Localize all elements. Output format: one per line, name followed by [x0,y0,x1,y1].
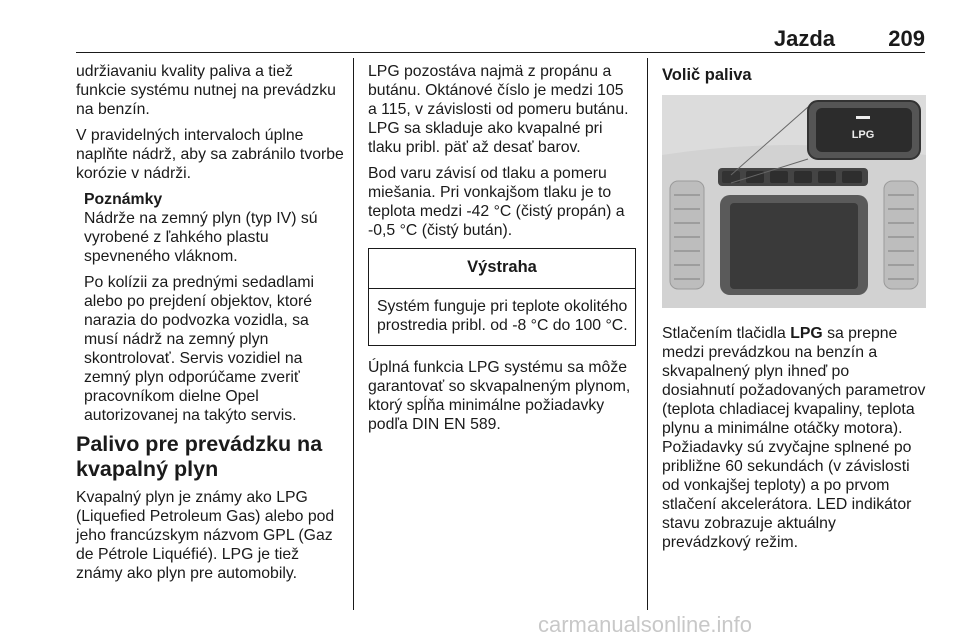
note-box [84,190,344,425]
column-divider-2 [647,58,648,610]
lpg-button-label: LPG [851,129,875,141]
column-1 [76,62,344,590]
text-run: Stlačením tlačidla [662,325,791,342]
paragraph: Bod varu závisí od tlaku a pomeru miešania. Pri vonkajšom tlaku je to teplota medzi -42 °C (čistý propán) a -0,5 °C (čistý bután). [368,165,625,239]
section-heading: Palivo pre prevádzku na kvapalný plyn [76,432,323,481]
watermark: carmanualsonline.info [538,612,753,637]
header-rule [76,52,925,53]
text-run: sa prepne medzi prevádzkou na benzín a skvapalnený plyn ihneď po dosiahnutí požadovaných parametrov (teplota chladiacej kvapaliny, teplota plynu a minimálne otáčky motora). Požiadavky sú zvyčajne splnené po približne 60 sekundách (v závislosti od vonkajšej teploty) a po prvom stlačení akcelerátora. LED indikátor stavu zobrazuje aktuálny prevádzkový režim. [662,325,926,551]
column-3 [662,62,926,559]
paragraph: Úplná funkcia LPG systému sa môže garantovať so skvapalneným plynom, ktorý spĺňa minimálne požiadavky podľa DIN EN 589. [368,359,631,433]
subsection-heading: Volič paliva [662,66,752,84]
warning-title: Výstraha [369,249,635,289]
section-title: Jazda [773,26,835,51]
column-divider-1 [353,58,354,610]
paragraph: Kvapalný plyn je známy ako LPG (Liquefied Petroleum Gas) alebo pod jeho francúzskym názvom GPL (Gaz de Pétrole Liquéfié). LPG je tiež známy ako plyn pre automobily. [76,489,335,582]
note-paragraph: Po kolízii za prednými sedadlami alebo po prejdení objektov, ktoré narazia do podvozka vozidla, sa musí nádrž na zemný plyn skontrolovať. Servis vozidiel na zemný plyn odporúčame zveriť pracovníkom dielne Opel autorizovanej na takýto servis. [84,274,315,424]
paragraph: udržiavaniu kvality paliva a tiež funkcie systému nutnej na prevádzku na benzín. [76,63,336,118]
column-2 [368,62,636,441]
lpg-button-illustration [662,95,926,308]
bold-term: LPG [790,325,823,342]
warning-body: Systém funguje pri teplote okolitého prostredia pribl. od -8 °C do 100 °C. [377,298,628,334]
page-header [76,22,925,52]
paragraph: LPG pozostáva najmä z propánu a butánu. Oktánové číslo je medzi 105 a 115, v závislosti od pomeru butánu. LPG sa skladuje ako kvapalné pri tlaku pribl. päť až desať barov. [368,63,629,156]
paragraph [662,324,926,552]
warning-box [368,248,636,346]
paragraph: V pravidelných intervaloch úplne naplňte nádrž, aby sa zabránilo tvorbe korózie v nádrži. [76,127,344,182]
page-number: 209 [888,26,925,51]
note-title: Poznámky [84,191,163,208]
note-paragraph: Nádrže na zemný plyn (typ IV) sú vyrobené z ľahkého plastu spevneného vláknom. [84,210,318,265]
